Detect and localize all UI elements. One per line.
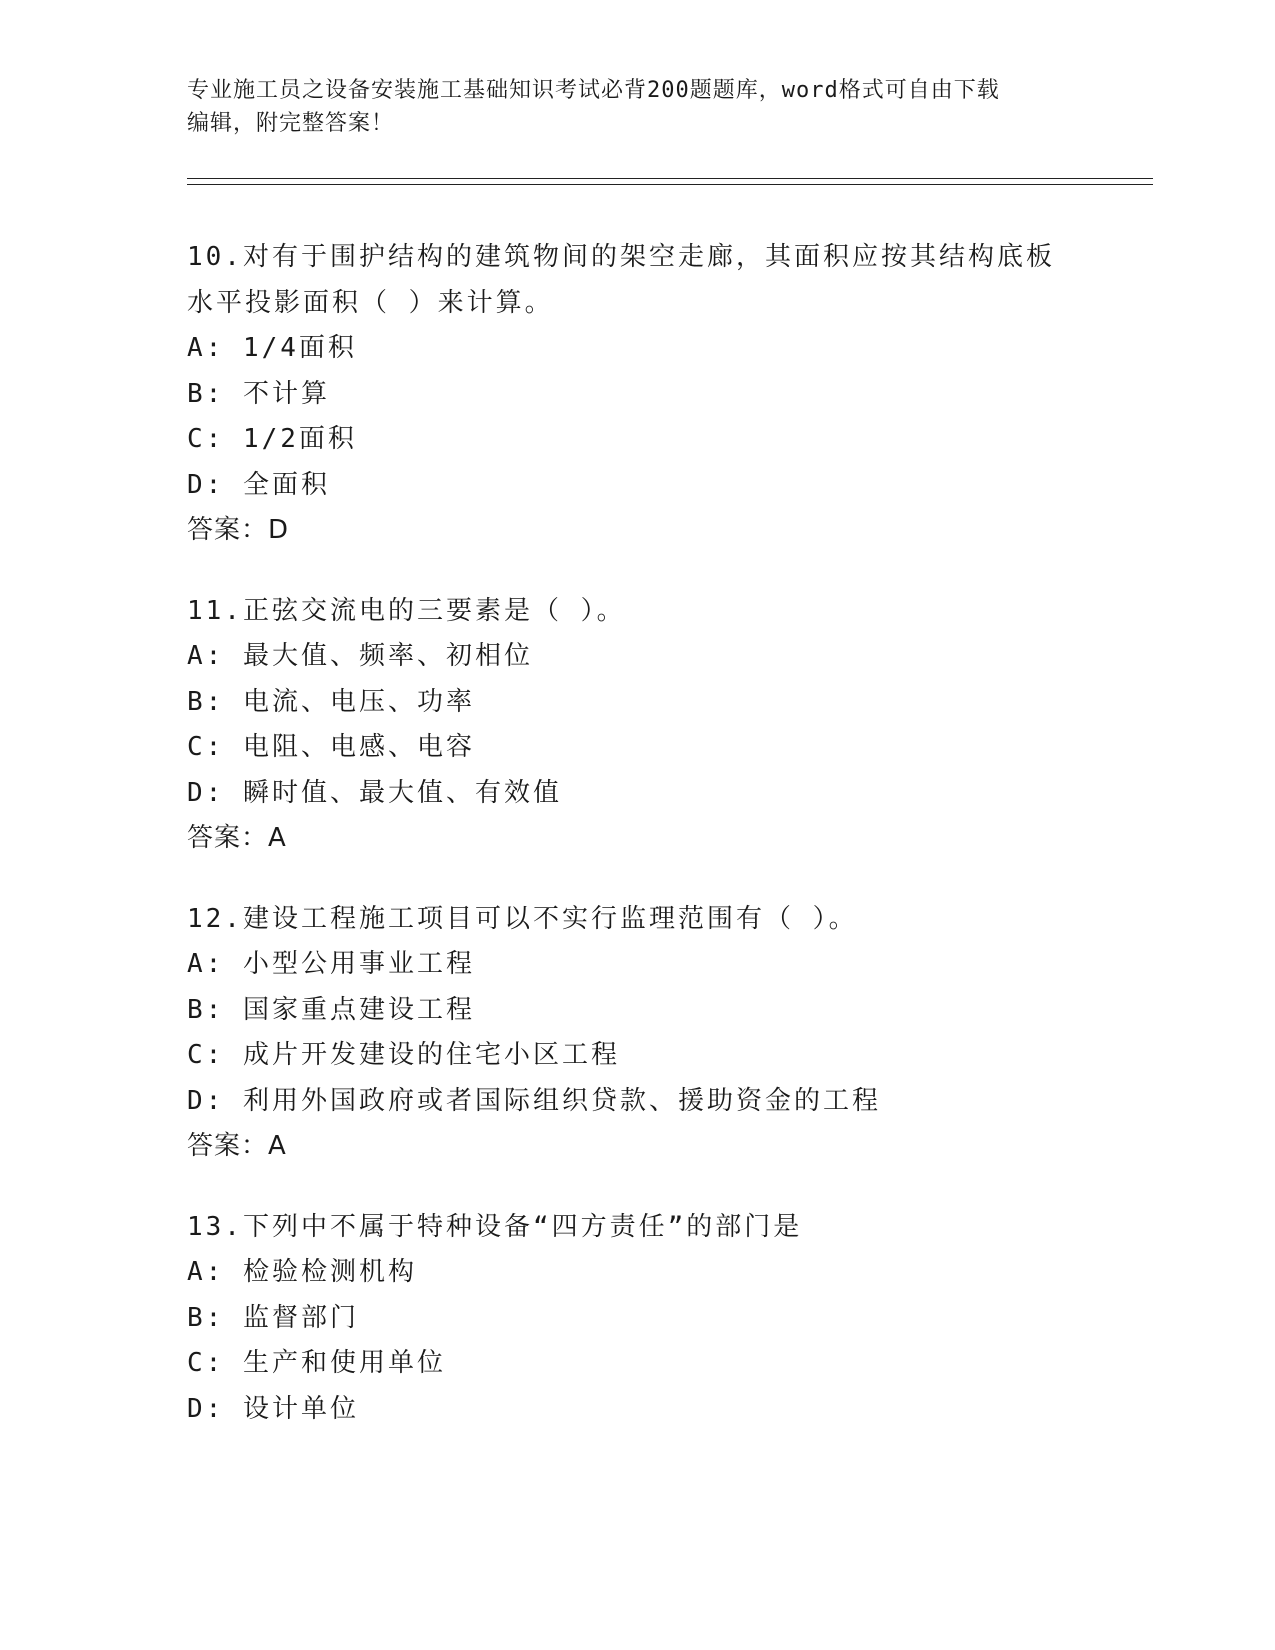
answer: 答案：D xyxy=(187,515,290,545)
question-list xyxy=(187,235,1087,1467)
question-stem: 12.建设工程施工项目可以不实行监理范围有（ ）。 xyxy=(187,903,858,934)
question-stem: 10.对有于围护结构的建筑物间的架空走廊，其面积应按其结构底板水平投影面积（ ）来计算。 xyxy=(187,242,1055,318)
document-header xyxy=(187,74,1067,140)
option-b: B: 不计算 xyxy=(187,378,330,409)
question-13 xyxy=(187,1205,1087,1433)
option-a: A: 最大值、频率、初相位 xyxy=(187,641,533,671)
option-c: C: 电阻、电感、电容 xyxy=(187,732,475,762)
option-a: A: 小型公用事业工程 xyxy=(187,949,475,979)
option-d: D: 全面积 xyxy=(187,469,330,500)
option-d: D: 瞬时值、最大值、有效值 xyxy=(187,777,562,808)
option-a: A: 1/4面积 xyxy=(187,333,357,363)
answer: 答案：A xyxy=(187,1131,287,1161)
header-title-line1: 专业施工员之设备安装施工基础知识考试必背200题题库，word格式可自由下载 xyxy=(187,78,1000,103)
question-10 xyxy=(187,235,1087,554)
question-stem: 11.正弦交流电的三要素是（ ）。 xyxy=(187,595,626,626)
option-c: C: 成片开发建设的住宅小区工程 xyxy=(187,1040,620,1070)
question-12 xyxy=(187,897,1087,1170)
option-b: B: 监督部门 xyxy=(187,1302,359,1333)
header-divider-bottom xyxy=(187,184,1153,185)
option-d: D: 设计单位 xyxy=(187,1393,359,1424)
answer: 答案：A xyxy=(187,823,287,853)
option-b: B: 国家重点建设工程 xyxy=(187,994,475,1025)
header-divider-top xyxy=(187,178,1153,179)
question-stem: 13.下列中不属于特种设备“四方责任”的部门是 xyxy=(187,1211,803,1242)
option-c: C: 1/2面积 xyxy=(187,424,357,454)
option-c: C: 生产和使用单位 xyxy=(187,1348,446,1378)
question-11 xyxy=(187,589,1087,862)
option-b: B: 电流、电压、功率 xyxy=(187,686,475,717)
option-d: D: 利用外国政府或者国际组织贷款、援助资金的工程 xyxy=(187,1085,881,1116)
header-title-line2: 编辑，附完整答案！ xyxy=(187,111,395,136)
option-a: A: 检验检测机构 xyxy=(187,1257,417,1287)
